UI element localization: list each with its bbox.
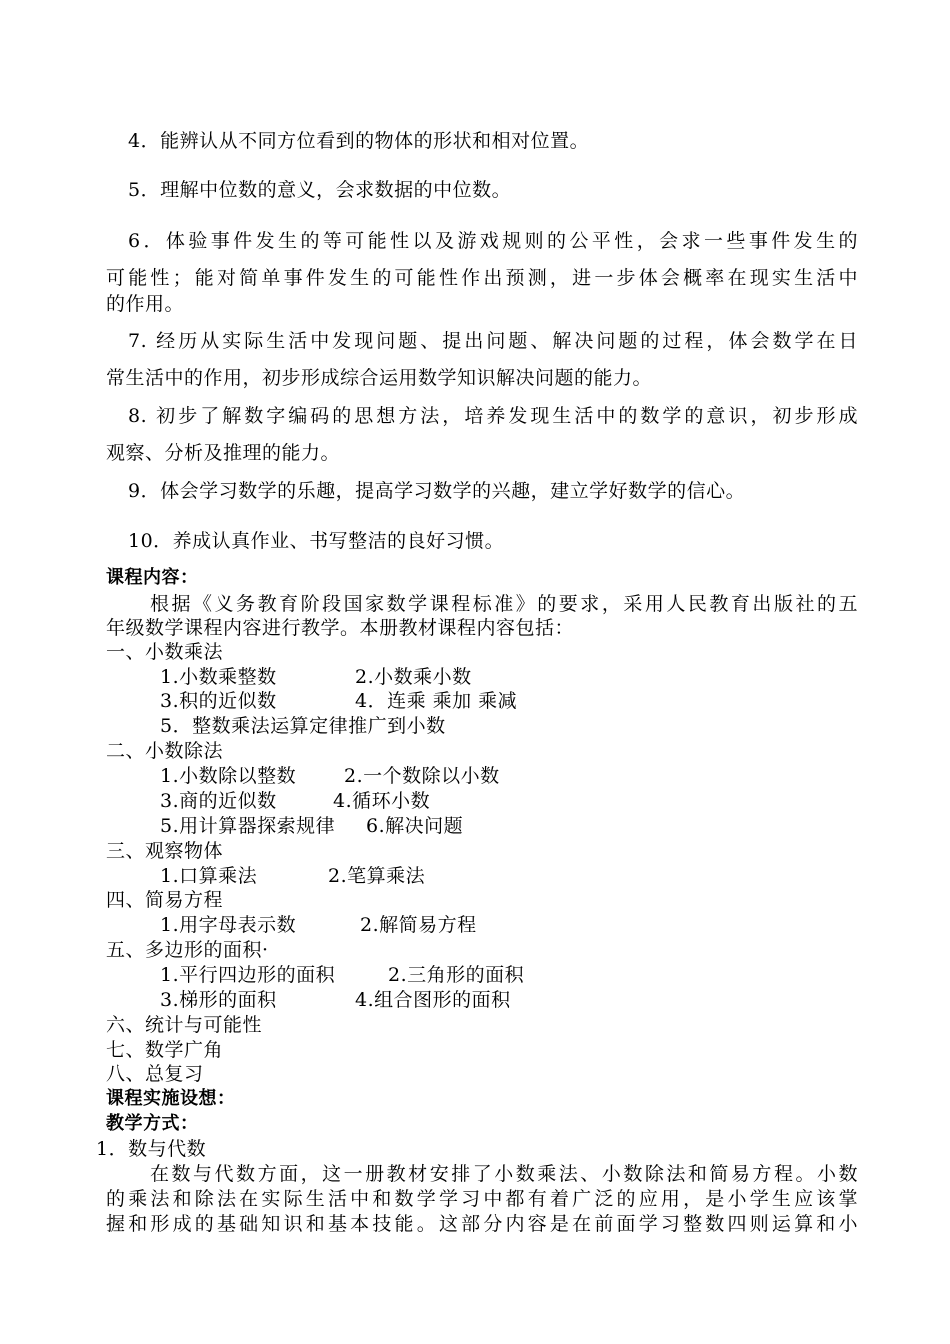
unit-1-item-4: 4．连乘 乘加 乘减 (355, 690, 518, 712)
unit-2-item-3: 3.商的近似数 (160, 790, 277, 812)
unit-5-item-4: 4.组合图形的面积 (355, 989, 511, 1011)
goal-8-line-2: 观察、分析及推理的能力。 (106, 442, 341, 464)
unit-1-item-2: 2.小数乘小数 (355, 666, 472, 688)
course-content-heading: 课程内容： (106, 567, 199, 588)
unit-3-item-1: 1.口算乘法 (160, 865, 258, 887)
goal-8-line-1: 8. 初步了解数字编码的思想方法，培养发现生活中的数学的意识，初步形成 (128, 405, 858, 427)
unit-3-item-2: 2.笔算乘法 (328, 865, 426, 887)
unit-8-title: 八、总复习 (106, 1063, 204, 1085)
goal-9: 9．体会学习数学的乐趣，提高学习数学的兴趣，建立学好数学的信心。 (128, 480, 746, 502)
goal-4: 4．能辨认从不同方位看到的物体的形状和相对位置。 (128, 130, 590, 152)
unit-2-item-2: 2.一个数除以小数 (344, 765, 500, 787)
course-intro-line-1: 根据《义务教育阶段国家数学课程标准》的要求，采用人民教育出版社的五 (150, 593, 858, 615)
goal-6-line-1: 6．体验事件发生的等可能性以及游戏规则的公平性，会求一些事件发生的 (128, 230, 858, 252)
unit-7-title: 七、数学广角 (106, 1039, 224, 1061)
section-1-para-line-1: 在数与代数方面，这一册教材安排了小数乘法、小数除法和简易方程。小数 (150, 1163, 858, 1185)
unit-4-item-2: 2.解简易方程 (360, 914, 477, 936)
goal-5: 5．理解中位数的意义，会求数据的中位数。 (128, 179, 512, 201)
unit-2-item-5: 5.用计算器探索规律 (160, 815, 336, 837)
goal-7-line-1: 7. 经历从实际生活中发现问题、提出问题、解决问题的过程，体会数学在日 (128, 330, 858, 352)
unit-4-title: 四、简易方程 (106, 889, 224, 911)
section-1-para-line-3: 握和形成的基础知识和基本技能。这部分内容是在前面学习整数四则运算和小 (106, 1213, 858, 1235)
unit-1-item-5: 5．整数乘法运算定律推广到小数 (160, 715, 446, 737)
implementation-heading: 课程实施设想： (106, 1088, 236, 1109)
unit-5-title: 五、多边形的面积· (106, 939, 269, 961)
unit-2-title: 二、小数除法 (106, 740, 224, 762)
goal-6-line-2: 可能性；能对简单事件发生的可能性作出预测，进一步体会概率在现实生活中 (106, 267, 858, 289)
unit-5-item-3: 3.梯形的面积 (160, 989, 277, 1011)
unit-2-item-4: 4.循环小数 (333, 790, 431, 812)
unit-4-item-1: 1.用字母表示数 (160, 914, 297, 936)
unit-6-title: 六、统计与可能性 (106, 1014, 263, 1036)
goal-10: 10．养成认真作业、书写整洁的良好习惯。 (128, 530, 505, 552)
unit-2-item-1: 1.小数除以整数 (160, 765, 297, 787)
goal-6-line-3: 的作用。 (106, 293, 185, 315)
unit-1-item-1: 1.小数乘整数 (160, 666, 277, 688)
unit-5-item-1: 1.平行四边形的面积 (160, 964, 336, 986)
unit-3-title: 三、观察物体 (106, 840, 224, 862)
goal-7-line-2: 常生活中的作用，初步形成综合运用数学知识解决问题的能力。 (106, 367, 653, 389)
unit-1-title: 一、小数乘法 (106, 641, 224, 663)
section-1-title: 1．数与代数 (96, 1138, 207, 1160)
teaching-method-heading: 教学方式： (106, 1113, 199, 1134)
unit-2-item-6: 6.解决问题 (366, 815, 464, 837)
section-1-para-line-2: 的乘法和除法在实际生活中和数学学习中都有着广泛的应用，是小学生应该掌 (106, 1188, 858, 1210)
unit-1-item-3: 3.积的近似数 (160, 690, 277, 712)
unit-5-item-2: 2.三角形的面积 (388, 964, 525, 986)
course-intro-line-2: 年级数学课程内容进行教学。本册教材课程内容包括： (106, 617, 575, 639)
